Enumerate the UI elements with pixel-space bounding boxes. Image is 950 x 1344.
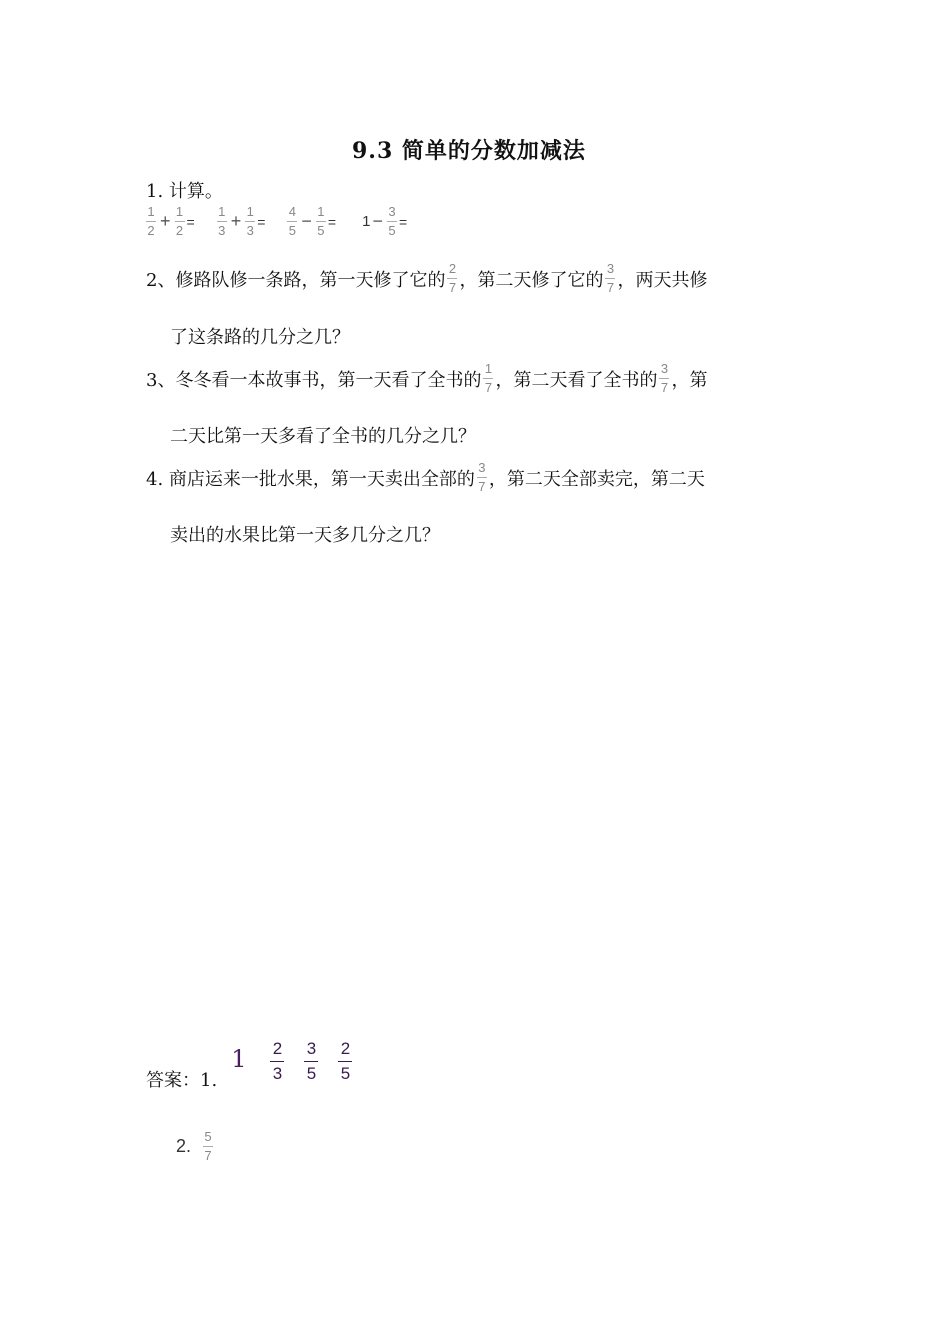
plus-operator: +: [230, 211, 242, 231]
question-3-text-b: ，第二天看了全书的: [495, 369, 658, 391]
fraction: $\frac{4}{5}$: [288, 204, 297, 238]
question-4-line-1: [146, 461, 705, 494]
equals-sign: =: [398, 213, 408, 230]
fraction: $\frac{1}{7}$: [484, 361, 493, 395]
plus-operator: +: [160, 211, 171, 231]
question-2-text-c: ，两天共修: [617, 269, 708, 291]
question-1-label: 1. 计算。: [146, 181, 223, 202]
question-1-expressions: [144, 205, 427, 238]
fraction: $\frac{1}{5}$: [317, 204, 325, 238]
answer-section: [146, 1030, 362, 1092]
minus-operator: −: [372, 211, 383, 231]
page-title: 9.3 简单的分数加减法: [352, 138, 586, 164]
question-3-text-a: 3、冬冬看一本故事书，第一天看了全书的: [146, 369, 482, 391]
fraction: $\frac{1}{2}$: [147, 204, 155, 238]
answer-2: [176, 1130, 215, 1163]
question-3-line-1: [146, 362, 707, 395]
answer-whole-one: 1: [231, 1045, 247, 1073]
question-2-text-b: ，第二天修了它的: [459, 269, 604, 291]
answer-label: 答案：1.: [146, 1070, 218, 1091]
answer-fraction: 2 3: [270, 1040, 284, 1083]
equals-sign: =: [186, 213, 195, 230]
minus-operator: −: [301, 211, 312, 231]
question-2-line-1: [146, 262, 707, 295]
question-3-line-2: 二天比第一天多看了全书的几分之几？: [170, 426, 476, 447]
fraction: $\frac{2}{7}$: [448, 261, 457, 295]
answer-fraction: 3 5: [304, 1040, 318, 1083]
fraction: $\frac{3}{5}$: [388, 204, 396, 238]
fraction: $\frac{3}{7}$: [606, 261, 615, 295]
question-2-line-2: 了这条路的几分之几？: [170, 327, 350, 348]
equals-sign: =: [327, 213, 337, 230]
fraction: $\frac{1}{2}$: [175, 204, 184, 238]
question-2-text-a: 2、修路队修一条路，第一天修了它的: [146, 269, 446, 291]
question-4-text-a: 4. 商店运来一批水果，第一天卖出全部的: [146, 468, 475, 490]
question-3-text-c: ，第: [671, 369, 708, 391]
fraction: $\frac{5}{7}$: [204, 1129, 212, 1163]
whole-number: 1: [362, 213, 371, 230]
answer-2-label: 2.: [176, 1136, 192, 1156]
question-4-text-b: ，第二天全部卖完，第二天: [488, 468, 705, 490]
fraction: $\frac{1}{3}$: [246, 204, 254, 238]
fraction: $\frac{3}{7}$: [478, 460, 486, 494]
fraction: $\frac{3}{7}$: [660, 361, 669, 395]
answer-fraction: 2 5: [338, 1040, 352, 1083]
question-4-line-2: 卖出的水果比第一天多几分之几？: [170, 525, 440, 546]
equals-sign: =: [257, 213, 266, 230]
fraction: $\frac{1}{3}$: [218, 204, 226, 238]
